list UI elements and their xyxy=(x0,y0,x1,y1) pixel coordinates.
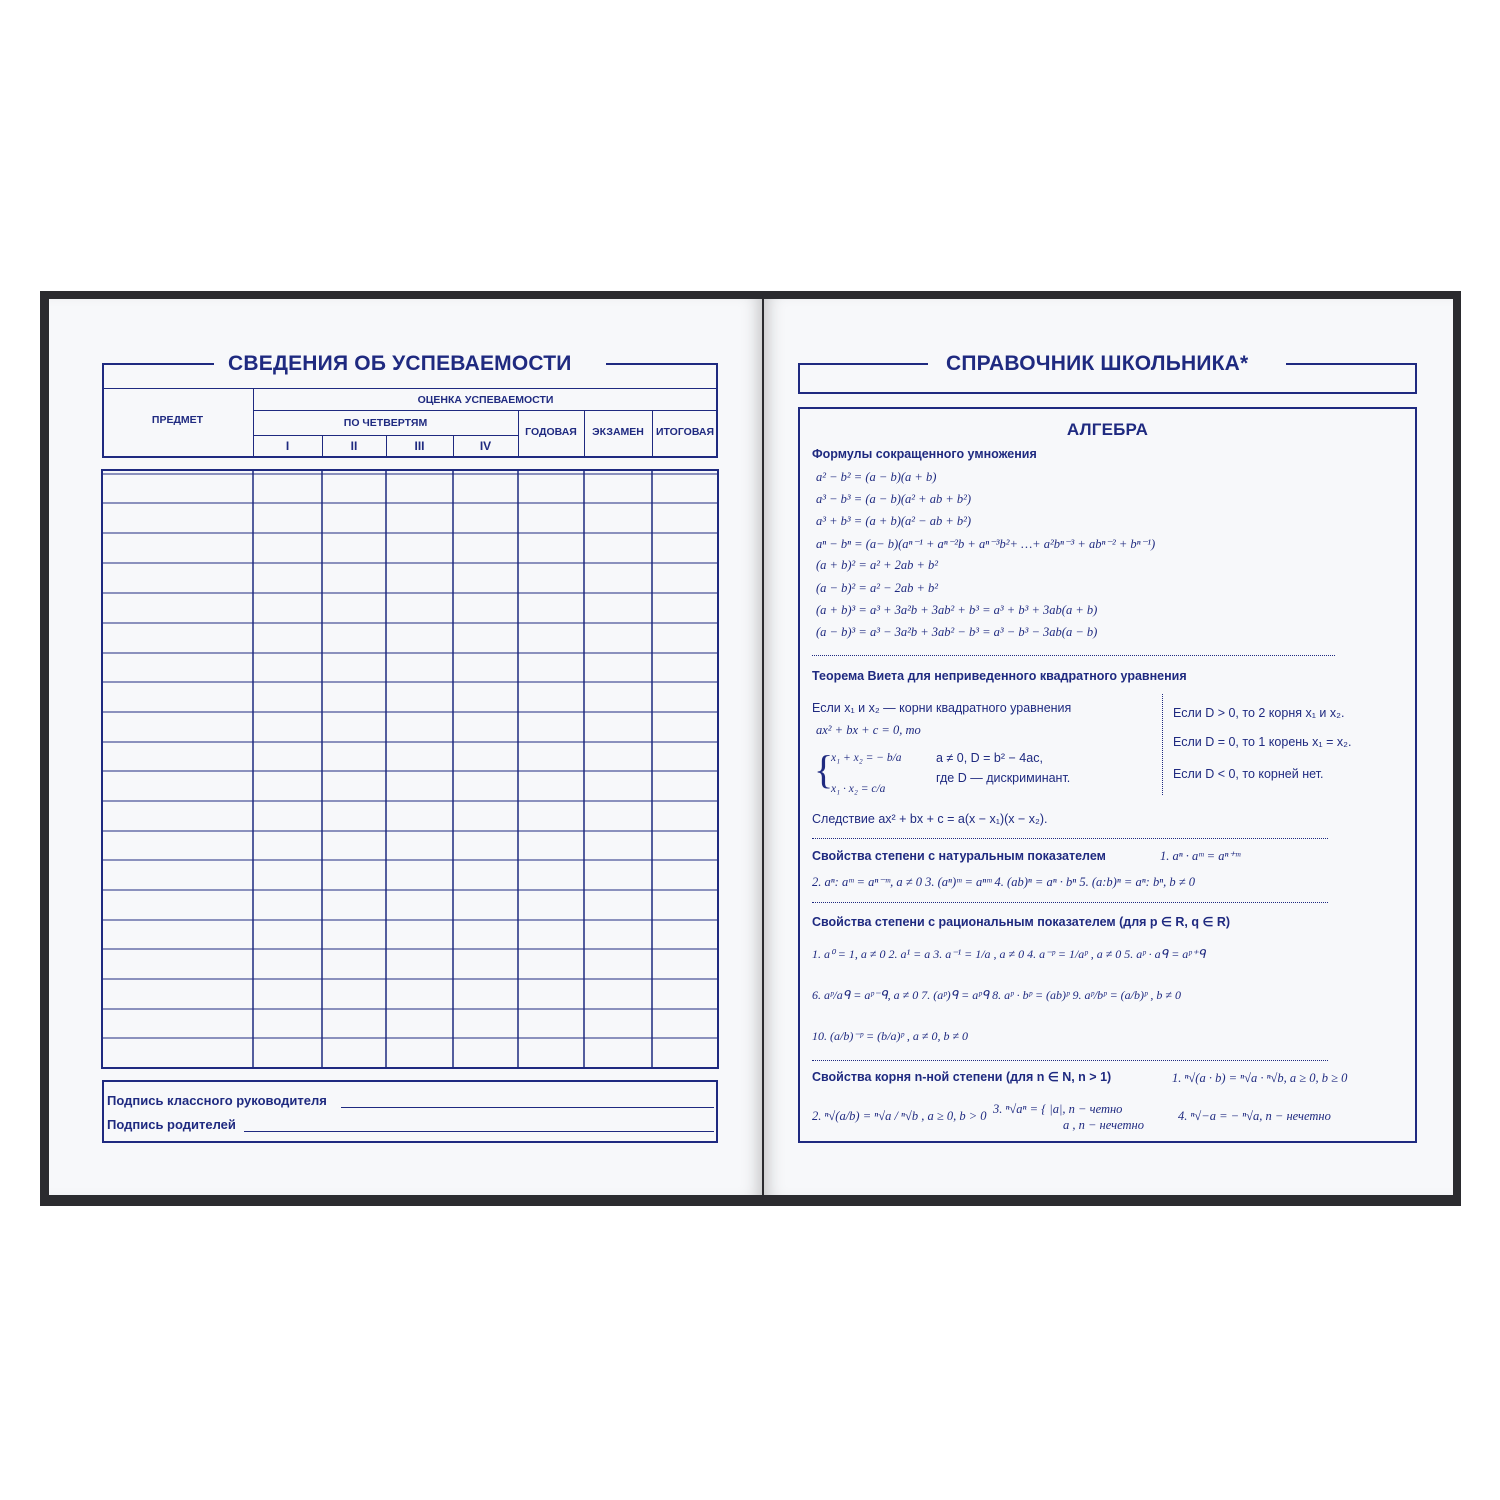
vieta-sum: x₁ + x₂ = − b/a xyxy=(831,752,902,764)
rational-power-row-2: 6. aᵖ/aᑫ = aᵖ⁻ᑫ, a ≠ 0 7. (aᵖ)ᑫ = aᵖᑫ 8. aᵖ · bᵖ = (ab)ᵖ 9. aᵖ/bᵖ = (a/b)ᵖ , b ≠ 0 xyxy=(812,988,1181,1002)
system-brace-icon: { xyxy=(814,747,834,792)
section-vieta: Теорема Виета для неприведенного квадратного уравнения xyxy=(812,669,1187,683)
dotted-divider xyxy=(812,655,1335,656)
teacher-signature-line[interactable] xyxy=(341,1107,714,1108)
dotted-divider xyxy=(812,902,1328,903)
section-rational-powers: Свойства степени с рациональным показателем (для p ∈ R, q ∈ R) xyxy=(812,915,1231,929)
annual-header: ГОДОВАЯ xyxy=(525,426,577,438)
formula-4: aⁿ − bⁿ = (a− b)(aⁿ⁻¹ + aⁿ⁻²b + aⁿ⁻³b²+ …+ a²bⁿ⁻³ + abⁿ⁻² + bⁿ⁻¹) xyxy=(816,537,1156,551)
teacher-signature-label: Подпись классного руководителя xyxy=(107,1093,327,1108)
right-title-box xyxy=(798,363,1417,394)
right-page-title: СПРАВОЧНИК ШКОЛЬНИКА* xyxy=(946,352,1249,375)
root-property-1: 1. ⁿ√(a · b) = ⁿ√a · ⁿ√b, a ≥ 0, b ≥ 0 xyxy=(1172,1071,1348,1085)
left-page-title: СВЕДЕНИЯ ОБ УСПЕВАЕМОСТИ xyxy=(228,352,572,375)
vieta-product: x₁ · x₂ = c/a xyxy=(831,783,886,795)
vieta-condition: a ≠ 0, D = b² − 4ac, xyxy=(936,751,1043,765)
vieta-line-2: ax² + bx + c = 0, то xyxy=(816,723,921,737)
section-roots: Свойства корня n-ной степени (для n ∈ N, n > 1) xyxy=(812,1070,1112,1084)
vieta-case-2: Если D = 0, то 1 корень x₁ = x₂. xyxy=(1173,735,1352,749)
header-rule xyxy=(253,410,718,411)
vieta-case-3: Если D < 0, то корней нет. xyxy=(1173,767,1324,781)
final-header: ИТОГОВАЯ xyxy=(655,426,715,438)
quarter-3: III xyxy=(414,439,425,453)
rational-power-row-3: 10. (a/b)⁻ᵖ = (b/a)ᵖ , a ≠ 0, b ≠ 0 xyxy=(812,1029,969,1043)
formula-3: a³ + b³ = (a + b)(a² − ab + b²) xyxy=(816,514,972,528)
subject-header: ПРЕДМЕТ xyxy=(151,414,204,426)
quarters-header: ПО ЧЕТВЕРТЯМ xyxy=(343,417,428,429)
formula-7: (a + b)³ = a³ + 3a²b + 3ab² + b³ = a³ + b³ + 3ab(a + b) xyxy=(816,603,1098,617)
formula-1: a² − b² = (a − b)(a + b) xyxy=(816,470,937,484)
root-property-3-odd: a , n − нечетно xyxy=(1063,1118,1144,1132)
root-property-2: 2. ⁿ√(a/b) = ⁿ√a / ⁿ√b , a ≥ 0, b > 0 xyxy=(812,1109,987,1123)
section-natural-powers: Свойства степени с натуральным показателем xyxy=(812,849,1106,863)
exam-header: ЭКЗАМЕН xyxy=(592,426,644,438)
dotted-vertical-divider xyxy=(1162,694,1163,795)
formula-8: (a − b)³ = a³ − 3a²b + 3ab² − b³ = a³ − b³ − 3ab(a − b) xyxy=(816,625,1098,639)
quarter-2: II xyxy=(350,439,358,453)
parents-signature-line[interactable] xyxy=(244,1131,714,1132)
formula-2: a³ − b³ = (a − b)(a² + ab + b²) xyxy=(816,492,972,506)
quarter-4: IV xyxy=(479,439,492,453)
vieta-corollary: Следствие ax² + bx + c = a(x − x₁)(x − x₂). xyxy=(812,812,1048,826)
parents-signature-label: Подпись родителей xyxy=(107,1117,236,1132)
header-rule xyxy=(102,388,718,389)
algebra-heading: АЛГЕБРА xyxy=(1066,420,1149,439)
grade-header: ОЦЕНКА УСПЕВАЕМОСТИ xyxy=(417,394,554,406)
root-property-4: 4. ⁿ√−a = − ⁿ√a, n − нечетно xyxy=(1178,1109,1331,1123)
quarter-1: I xyxy=(285,439,290,453)
vieta-case-1: Если D > 0, то 2 корня x₁ и x₂. xyxy=(1173,706,1345,720)
grade-grid xyxy=(101,469,719,1070)
rational-power-row-1: 1. a⁰ = 1, a ≠ 0 2. a¹ = a 3. a⁻¹ = 1/a , a ≠ 0 4. a⁻ᵖ = 1/aᵖ , a ≠ 0 5. aᵖ · aᑫ = aᵖ⁺ᑫ xyxy=(812,947,1206,961)
formula-6: (a − b)² = a² − 2ab + b² xyxy=(816,581,939,595)
root-property-3: 3. ⁿ√aⁿ = { |a|, n − четно xyxy=(993,1102,1123,1116)
natural-power-rules: 2. aⁿ: aᵐ = aⁿ⁻ᵐ, a ≠ 0 3. (aⁿ)ᵐ = aⁿᵐ 4. (ab)ⁿ = aⁿ · bⁿ 5. (a:b)ⁿ = aⁿ: bⁿ, b ≠ 0 xyxy=(812,875,1195,889)
formula-5: (a + b)² = a² + 2ab + b² xyxy=(816,558,939,572)
vieta-discriminant: где D — дискриминант. xyxy=(936,771,1071,785)
dotted-divider xyxy=(812,1060,1328,1061)
section-short-multiplication: Формулы сокращенного умножения xyxy=(812,447,1037,461)
dotted-divider xyxy=(812,838,1328,839)
natural-power-1: 1. aⁿ · aᵐ = aⁿ⁺ᵐ xyxy=(1160,849,1241,863)
signature-box xyxy=(102,1080,718,1143)
vieta-line-1: Если x₁ и x₂ — корни квадратного уравнения xyxy=(812,701,1072,715)
